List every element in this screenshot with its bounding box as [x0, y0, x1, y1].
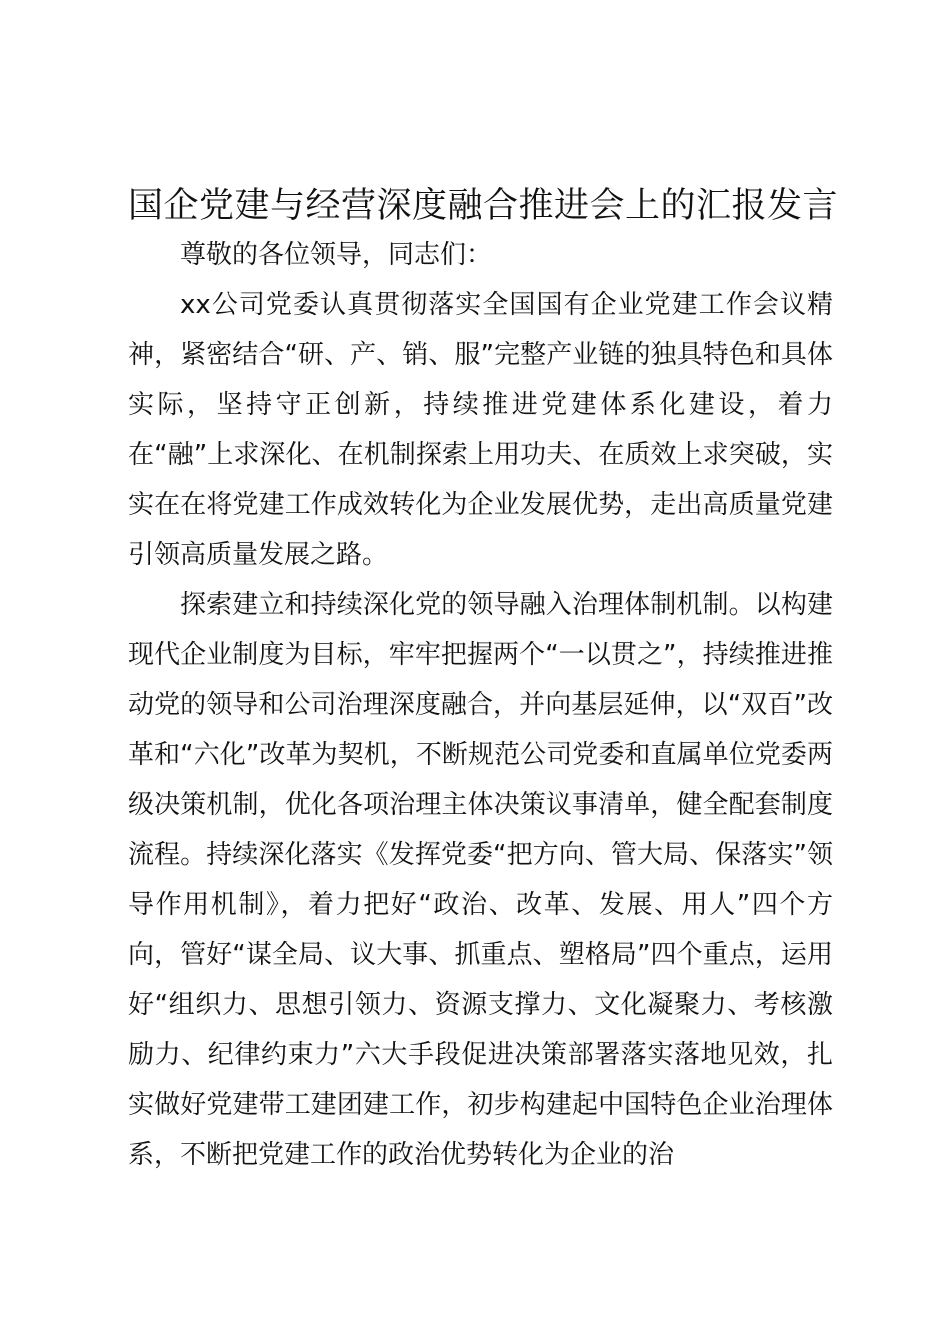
governance-paragraph: 探索建立和持续深化党的领导融入治理体制机制。以构建现代企业制度为目标，牢牢把握两个“一以贯之”，持续推进推动党的领导和公司治理深度融合，并向基层延伸，以“双百”改革和“六化”改革为契机，不断规范公司党委和直属单位党委两级决策机制，优化各项治理主体决策议事清单，健全配套制度流程。持续深化落实《发挥党委“把方向、管大局、保落实”领导作用机制》，着力把好“政治、改革、发展、用人”四个方向，管好“谋全局、议大事、抓重点、塑格局”四个重点，运用好“组织力、思想引领力、资源支撑力、文化凝聚力、考核激励力、纪律约束力”六大手段促进决策部署落实落地见效，扎实做好党建带工建团建工作，初步构建起中国特色企业治理体系，不断把党建工作的政治优势转化为企业的治	[128, 590, 833, 1170]
intro-paragraph: xx公司党委认真贯彻落实全国国有企业党建工作会议精神，紧密结合“研、产、销、服”完整产业链的独具特色和具体实际，坚持守正创新，持续推进党建体系化建设，着力在“融”上求深化、在机制探索上用功夫、在质效上求突破，实实在在将党建工作成效转化为企业发展优势，走出高质量党建引领高质量发展之路。	[128, 290, 833, 570]
document-title: 国企党建与经营深度融合推进会上的汇报发言	[128, 186, 839, 226]
document-body	[128, 230, 833, 1180]
greeting-paragraph: 尊敬的各位领导，同志们：	[180, 240, 493, 270]
